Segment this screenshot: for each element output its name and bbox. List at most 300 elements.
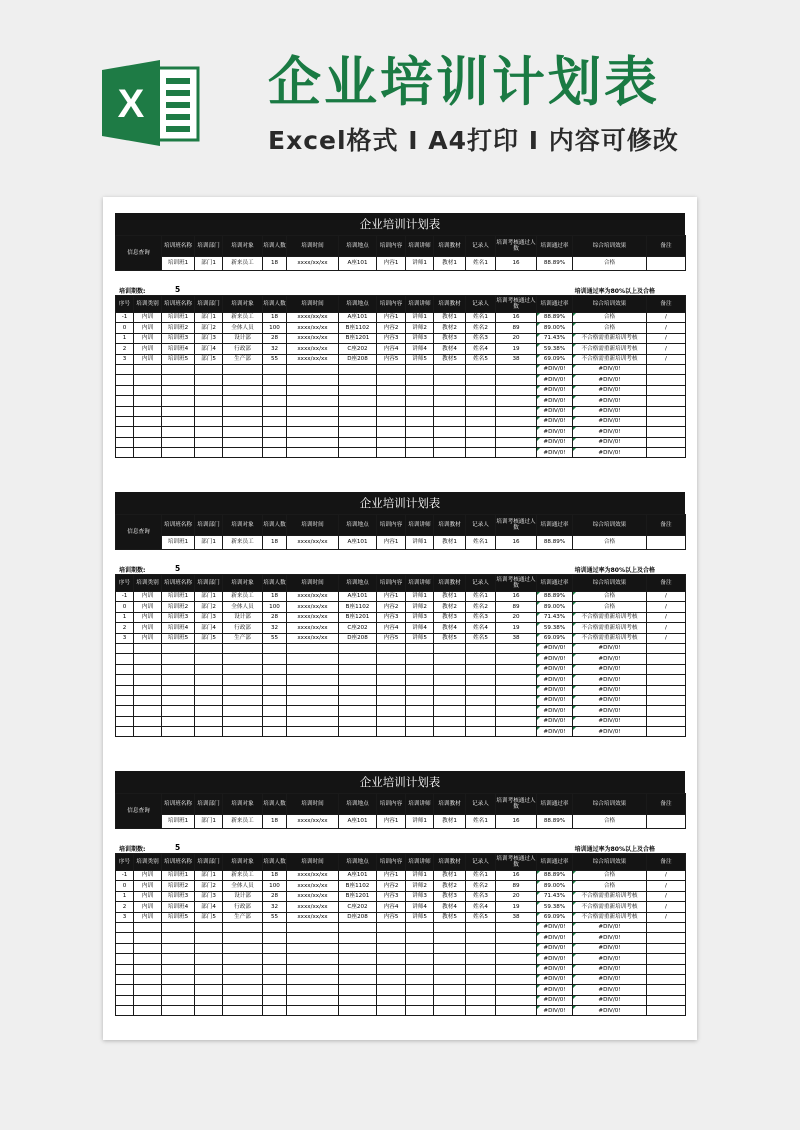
table-cell[interactable]: / bbox=[647, 354, 686, 364]
table-cell[interactable] bbox=[406, 416, 434, 426]
info-value-cell[interactable]: xxxx/xx/xx bbox=[287, 257, 339, 271]
info-value-cell[interactable]: 合格 bbox=[573, 815, 647, 829]
table-cell[interactable] bbox=[466, 685, 496, 695]
table-cell[interactable]: 88.89% bbox=[537, 313, 573, 323]
table-cell[interactable]: 姓名3 bbox=[466, 891, 496, 901]
table-cell[interactable]: 部门2 bbox=[195, 881, 223, 891]
table-cell[interactable] bbox=[466, 985, 496, 995]
table-cell[interactable] bbox=[162, 954, 195, 964]
table-cell[interactable] bbox=[339, 922, 377, 932]
table-cell[interactable] bbox=[223, 985, 263, 995]
table-cell[interactable]: / bbox=[647, 333, 686, 343]
table-cell[interactable]: 讲师1 bbox=[406, 592, 434, 602]
table-cell[interactable] bbox=[116, 954, 134, 964]
info-value-cell[interactable]: A座101 bbox=[339, 257, 377, 271]
table-cell[interactable] bbox=[162, 685, 195, 695]
table-cell[interactable]: #DIV/0! bbox=[537, 664, 573, 674]
table-cell[interactable]: 姓名3 bbox=[466, 333, 496, 343]
table-cell[interactable] bbox=[434, 954, 466, 964]
table-cell[interactable] bbox=[162, 643, 195, 653]
table-cell[interactable]: 讲师2 bbox=[406, 881, 434, 891]
table-cell[interactable] bbox=[434, 654, 466, 664]
table-cell[interactable] bbox=[195, 396, 223, 406]
table-cell[interactable]: 教材4 bbox=[434, 902, 466, 912]
table-cell[interactable] bbox=[223, 385, 263, 395]
table-cell[interactable]: 合格 bbox=[573, 881, 647, 891]
table-cell[interactable] bbox=[434, 427, 466, 437]
table-cell[interactable] bbox=[339, 406, 377, 416]
table-cell[interactable]: 姓名1 bbox=[466, 871, 496, 881]
table-cell[interactable] bbox=[377, 943, 406, 953]
table-cell[interactable]: 不合格需重新培训考核 bbox=[573, 623, 647, 633]
table-cell[interactable]: C座202 bbox=[339, 902, 377, 912]
table-cell[interactable] bbox=[406, 385, 434, 395]
table-cell[interactable]: 姓名1 bbox=[466, 313, 496, 323]
table-cell[interactable] bbox=[162, 448, 195, 458]
table-cell[interactable] bbox=[466, 675, 496, 685]
table-cell[interactable]: D座208 bbox=[339, 354, 377, 364]
table-cell[interactable] bbox=[496, 643, 537, 653]
table-cell[interactable]: #DIV/0! bbox=[573, 943, 647, 953]
table-cell[interactable] bbox=[116, 396, 134, 406]
table-cell[interactable] bbox=[647, 695, 686, 705]
table-cell[interactable] bbox=[195, 643, 223, 653]
table-cell[interactable] bbox=[263, 706, 287, 716]
table-cell[interactable] bbox=[263, 1006, 287, 1016]
table-cell[interactable] bbox=[406, 427, 434, 437]
table-cell[interactable]: 培训班2 bbox=[162, 881, 195, 891]
table-cell[interactable] bbox=[195, 654, 223, 664]
table-cell[interactable] bbox=[195, 716, 223, 726]
table-cell[interactable] bbox=[134, 964, 162, 974]
table-cell[interactable] bbox=[496, 448, 537, 458]
table-cell[interactable] bbox=[223, 685, 263, 695]
table-cell[interactable]: / bbox=[647, 592, 686, 602]
table-cell[interactable]: -1 bbox=[116, 871, 134, 881]
info-value-cell[interactable]: 内容1 bbox=[377, 536, 406, 550]
table-cell[interactable]: / bbox=[647, 912, 686, 922]
table-cell[interactable] bbox=[377, 716, 406, 726]
table-cell[interactable] bbox=[223, 943, 263, 953]
table-cell[interactable]: 设计部 bbox=[223, 891, 263, 901]
table-cell[interactable] bbox=[406, 954, 434, 964]
table-cell[interactable] bbox=[162, 654, 195, 664]
table-cell[interactable]: 讲师5 bbox=[406, 354, 434, 364]
table-cell[interactable]: 姓名5 bbox=[466, 912, 496, 922]
table-cell[interactable]: xxxx/xx/xx bbox=[287, 623, 339, 633]
table-cell[interactable] bbox=[263, 995, 287, 1005]
table-cell[interactable]: #DIV/0! bbox=[573, 933, 647, 943]
table-cell[interactable] bbox=[406, 437, 434, 447]
table-cell[interactable]: #DIV/0! bbox=[573, 974, 647, 984]
table-cell[interactable] bbox=[406, 964, 434, 974]
table-cell[interactable] bbox=[466, 364, 496, 374]
table-cell[interactable]: 内训 bbox=[134, 623, 162, 633]
table-cell[interactable]: D座208 bbox=[339, 912, 377, 922]
table-cell[interactable]: / bbox=[647, 891, 686, 901]
table-cell[interactable]: 姓名5 bbox=[466, 633, 496, 643]
table-cell[interactable]: / bbox=[647, 344, 686, 354]
table-cell[interactable] bbox=[647, 954, 686, 964]
table-cell[interactable]: 培训班5 bbox=[162, 354, 195, 364]
table-cell[interactable]: 教材2 bbox=[434, 881, 466, 891]
table-cell[interactable] bbox=[287, 643, 339, 653]
table-cell[interactable] bbox=[647, 643, 686, 653]
table-cell[interactable]: #DIV/0! bbox=[573, 427, 647, 437]
table-cell[interactable] bbox=[466, 964, 496, 974]
table-cell[interactable]: 全体人员 bbox=[223, 323, 263, 333]
table-cell[interactable] bbox=[377, 437, 406, 447]
table-cell[interactable]: C座202 bbox=[339, 623, 377, 633]
table-cell[interactable] bbox=[134, 664, 162, 674]
table-cell[interactable] bbox=[496, 727, 537, 737]
table-cell[interactable] bbox=[496, 716, 537, 726]
table-cell[interactable] bbox=[434, 933, 466, 943]
table-cell[interactable]: 16 bbox=[496, 313, 537, 323]
table-cell[interactable]: 内容3 bbox=[377, 612, 406, 622]
table-cell[interactable] bbox=[377, 643, 406, 653]
table-cell[interactable]: #DIV/0! bbox=[537, 416, 573, 426]
table-cell[interactable] bbox=[496, 437, 537, 447]
table-cell[interactable] bbox=[223, 716, 263, 726]
table-cell[interactable] bbox=[287, 922, 339, 932]
table-cell[interactable] bbox=[223, 974, 263, 984]
info-value-cell[interactable]: 教材1 bbox=[434, 536, 466, 550]
table-cell[interactable] bbox=[223, 922, 263, 932]
table-cell[interactable] bbox=[434, 706, 466, 716]
table-cell[interactable] bbox=[195, 448, 223, 458]
info-value-cell[interactable]: 讲师1 bbox=[406, 257, 434, 271]
table-cell[interactable] bbox=[647, 706, 686, 716]
table-cell[interactable] bbox=[223, 654, 263, 664]
table-cell[interactable] bbox=[134, 995, 162, 1005]
table-cell[interactable]: xxxx/xx/xx bbox=[287, 323, 339, 333]
table-cell[interactable]: 内容3 bbox=[377, 333, 406, 343]
table-cell[interactable] bbox=[116, 416, 134, 426]
table-cell[interactable]: 姓名1 bbox=[466, 592, 496, 602]
table-cell[interactable] bbox=[466, 995, 496, 1005]
table-cell[interactable]: 合格 bbox=[573, 323, 647, 333]
table-cell[interactable] bbox=[339, 1006, 377, 1016]
table-cell[interactable] bbox=[223, 954, 263, 964]
table-cell[interactable]: 2 bbox=[116, 623, 134, 633]
table-cell[interactable]: -1 bbox=[116, 592, 134, 602]
table-cell[interactable] bbox=[466, 954, 496, 964]
table-cell[interactable]: #DIV/0! bbox=[537, 448, 573, 458]
table-cell[interactable] bbox=[162, 985, 195, 995]
table-cell[interactable]: 教材3 bbox=[434, 333, 466, 343]
table-cell[interactable]: 内训 bbox=[134, 333, 162, 343]
table-cell[interactable]: #DIV/0! bbox=[537, 675, 573, 685]
table-cell[interactable] bbox=[223, 675, 263, 685]
table-cell[interactable]: 0 bbox=[116, 323, 134, 333]
table-cell[interactable] bbox=[496, 933, 537, 943]
table-cell[interactable] bbox=[287, 716, 339, 726]
info-value-cell[interactable]: 部门1 bbox=[195, 815, 223, 829]
table-cell[interactable]: xxxx/xx/xx bbox=[287, 871, 339, 881]
table-cell[interactable]: 培训班1 bbox=[162, 313, 195, 323]
table-cell[interactable] bbox=[195, 695, 223, 705]
table-cell[interactable]: 28 bbox=[263, 612, 287, 622]
table-cell[interactable]: 内容5 bbox=[377, 633, 406, 643]
table-cell[interactable] bbox=[287, 427, 339, 437]
table-cell[interactable]: 姓名4 bbox=[466, 623, 496, 633]
table-cell[interactable] bbox=[434, 437, 466, 447]
table-cell[interactable]: 姓名3 bbox=[466, 612, 496, 622]
table-cell[interactable] bbox=[287, 933, 339, 943]
table-cell[interactable] bbox=[496, 964, 537, 974]
info-value-cell[interactable]: 新来员工 bbox=[223, 536, 263, 550]
table-cell[interactable]: 行政部 bbox=[223, 902, 263, 912]
table-cell[interactable] bbox=[116, 1006, 134, 1016]
table-cell[interactable] bbox=[339, 664, 377, 674]
table-cell[interactable]: 内容5 bbox=[377, 354, 406, 364]
table-cell[interactable] bbox=[134, 943, 162, 953]
table-cell[interactable]: 3 bbox=[116, 912, 134, 922]
table-cell[interactable]: 培训班1 bbox=[162, 592, 195, 602]
table-cell[interactable]: 100 bbox=[263, 323, 287, 333]
table-cell[interactable] bbox=[134, 706, 162, 716]
table-cell[interactable]: #DIV/0! bbox=[573, 385, 647, 395]
table-cell[interactable] bbox=[287, 375, 339, 385]
table-cell[interactable]: 内容2 bbox=[377, 602, 406, 612]
table-cell[interactable]: 55 bbox=[263, 633, 287, 643]
table-cell[interactable] bbox=[263, 727, 287, 737]
table-cell[interactable] bbox=[377, 695, 406, 705]
table-cell[interactable] bbox=[134, 427, 162, 437]
table-cell[interactable] bbox=[263, 922, 287, 932]
table-cell[interactable] bbox=[406, 406, 434, 416]
table-cell[interactable]: 内训 bbox=[134, 871, 162, 881]
table-cell[interactable] bbox=[263, 385, 287, 395]
info-value-cell[interactable]: 姓名1 bbox=[466, 815, 496, 829]
table-cell[interactable]: / bbox=[647, 623, 686, 633]
table-cell[interactable] bbox=[134, 695, 162, 705]
table-cell[interactable] bbox=[223, 706, 263, 716]
table-cell[interactable] bbox=[162, 695, 195, 705]
table-cell[interactable] bbox=[647, 985, 686, 995]
table-cell[interactable]: 姓名4 bbox=[466, 344, 496, 354]
table-cell[interactable] bbox=[339, 396, 377, 406]
table-cell[interactable] bbox=[496, 954, 537, 964]
table-cell[interactable] bbox=[377, 964, 406, 974]
table-cell[interactable]: 不合格需重新培训考核 bbox=[573, 612, 647, 622]
table-cell[interactable] bbox=[287, 664, 339, 674]
info-value-cell[interactable]: A座101 bbox=[339, 536, 377, 550]
table-cell[interactable]: D座208 bbox=[339, 633, 377, 643]
table-cell[interactable]: B座1201 bbox=[339, 333, 377, 343]
table-cell[interactable]: 69.09% bbox=[537, 912, 573, 922]
table-cell[interactable]: 内训 bbox=[134, 912, 162, 922]
table-cell[interactable]: 89 bbox=[496, 602, 537, 612]
table-cell[interactable] bbox=[134, 364, 162, 374]
table-cell[interactable] bbox=[496, 427, 537, 437]
table-cell[interactable]: 内训 bbox=[134, 881, 162, 891]
table-cell[interactable]: 培训班3 bbox=[162, 891, 195, 901]
table-cell[interactable] bbox=[287, 695, 339, 705]
table-cell[interactable] bbox=[377, 654, 406, 664]
table-cell[interactable] bbox=[434, 716, 466, 726]
info-value-cell[interactable]: 16 bbox=[496, 536, 537, 550]
table-cell[interactable] bbox=[263, 685, 287, 695]
table-cell[interactable]: 新来员工 bbox=[223, 313, 263, 323]
table-cell[interactable]: 100 bbox=[263, 881, 287, 891]
table-cell[interactable]: / bbox=[647, 633, 686, 643]
table-cell[interactable]: #DIV/0! bbox=[537, 727, 573, 737]
table-cell[interactable] bbox=[339, 448, 377, 458]
table-cell[interactable] bbox=[134, 448, 162, 458]
table-cell[interactable] bbox=[406, 716, 434, 726]
table-cell[interactable] bbox=[647, 664, 686, 674]
table-cell[interactable] bbox=[263, 954, 287, 964]
table-cell[interactable]: 内训 bbox=[134, 592, 162, 602]
table-cell[interactable]: 设计部 bbox=[223, 612, 263, 622]
table-cell[interactable] bbox=[339, 706, 377, 716]
table-cell[interactable]: 不合格需重新培训考核 bbox=[573, 891, 647, 901]
info-value-cell[interactable]: 培训班1 bbox=[162, 815, 195, 829]
table-cell[interactable] bbox=[647, 375, 686, 385]
table-cell[interactable] bbox=[466, 654, 496, 664]
info-value-cell[interactable]: xxxx/xx/xx bbox=[287, 536, 339, 550]
table-cell[interactable]: 内容4 bbox=[377, 902, 406, 912]
table-cell[interactable]: 培训班4 bbox=[162, 344, 195, 354]
table-cell[interactable]: 71.43% bbox=[537, 612, 573, 622]
table-cell[interactable] bbox=[195, 416, 223, 426]
table-cell[interactable] bbox=[287, 706, 339, 716]
table-cell[interactable] bbox=[377, 396, 406, 406]
table-cell[interactable] bbox=[434, 416, 466, 426]
table-cell[interactable]: 教材2 bbox=[434, 602, 466, 612]
table-cell[interactable] bbox=[339, 675, 377, 685]
table-cell[interactable]: 讲师3 bbox=[406, 612, 434, 622]
table-cell[interactable] bbox=[496, 654, 537, 664]
table-cell[interactable] bbox=[195, 943, 223, 953]
table-cell[interactable]: 部门5 bbox=[195, 354, 223, 364]
table-cell[interactable] bbox=[647, 933, 686, 943]
info-value-cell[interactable]: 合格 bbox=[573, 536, 647, 550]
table-cell[interactable] bbox=[195, 964, 223, 974]
table-cell[interactable]: 28 bbox=[263, 891, 287, 901]
table-cell[interactable] bbox=[647, 654, 686, 664]
table-cell[interactable] bbox=[263, 406, 287, 416]
table-cell[interactable]: #DIV/0! bbox=[537, 396, 573, 406]
table-cell[interactable] bbox=[134, 685, 162, 695]
table-cell[interactable] bbox=[496, 943, 537, 953]
table-cell[interactable] bbox=[377, 685, 406, 695]
info-value-cell[interactable]: 姓名1 bbox=[466, 257, 496, 271]
table-cell[interactable]: 部门2 bbox=[195, 602, 223, 612]
table-cell[interactable]: 38 bbox=[496, 354, 537, 364]
table-cell[interactable] bbox=[496, 985, 537, 995]
table-cell[interactable] bbox=[339, 385, 377, 395]
table-cell[interactable] bbox=[287, 985, 339, 995]
table-cell[interactable]: 55 bbox=[263, 354, 287, 364]
table-cell[interactable]: #DIV/0! bbox=[537, 385, 573, 395]
table-cell[interactable] bbox=[339, 954, 377, 964]
table-cell[interactable] bbox=[116, 933, 134, 943]
table-cell[interactable]: 69.09% bbox=[537, 633, 573, 643]
table-cell[interactable] bbox=[263, 416, 287, 426]
table-cell[interactable] bbox=[287, 727, 339, 737]
table-cell[interactable]: 内容4 bbox=[377, 623, 406, 633]
table-cell[interactable]: 内容5 bbox=[377, 912, 406, 922]
table-cell[interactable] bbox=[162, 396, 195, 406]
table-cell[interactable] bbox=[466, 727, 496, 737]
table-cell[interactable] bbox=[406, 727, 434, 737]
table-cell[interactable]: 讲师3 bbox=[406, 333, 434, 343]
table-cell[interactable]: #DIV/0! bbox=[573, 695, 647, 705]
table-cell[interactable]: / bbox=[647, 323, 686, 333]
table-cell[interactable] bbox=[339, 437, 377, 447]
table-cell[interactable]: 内训 bbox=[134, 633, 162, 643]
info-value-cell[interactable]: 新来员工 bbox=[223, 815, 263, 829]
table-cell[interactable] bbox=[339, 364, 377, 374]
table-cell[interactable]: 行政部 bbox=[223, 344, 263, 354]
table-cell[interactable] bbox=[377, 427, 406, 437]
table-cell[interactable] bbox=[466, 716, 496, 726]
info-value-cell[interactable]: A座101 bbox=[339, 815, 377, 829]
table-cell[interactable]: / bbox=[647, 881, 686, 891]
table-cell[interactable]: 讲师4 bbox=[406, 344, 434, 354]
table-cell[interactable]: #DIV/0! bbox=[537, 654, 573, 664]
table-cell[interactable] bbox=[434, 675, 466, 685]
table-cell[interactable] bbox=[162, 706, 195, 716]
table-cell[interactable] bbox=[496, 1006, 537, 1016]
table-cell[interactable]: 89.00% bbox=[537, 602, 573, 612]
table-cell[interactable] bbox=[223, 964, 263, 974]
table-cell[interactable]: 生产部 bbox=[223, 354, 263, 364]
table-cell[interactable] bbox=[647, 727, 686, 737]
table-cell[interactable] bbox=[434, 985, 466, 995]
table-cell[interactable] bbox=[287, 954, 339, 964]
table-cell[interactable] bbox=[134, 654, 162, 664]
table-cell[interactable] bbox=[223, 1006, 263, 1016]
table-cell[interactable]: 0 bbox=[116, 602, 134, 612]
table-cell[interactable] bbox=[195, 406, 223, 416]
table-cell[interactable]: 部门5 bbox=[195, 633, 223, 643]
table-cell[interactable]: 教材5 bbox=[434, 633, 466, 643]
table-cell[interactable] bbox=[116, 706, 134, 716]
table-cell[interactable] bbox=[377, 922, 406, 932]
table-cell[interactable] bbox=[263, 964, 287, 974]
table-cell[interactable] bbox=[134, 727, 162, 737]
table-cell[interactable] bbox=[287, 974, 339, 984]
table-cell[interactable] bbox=[647, 716, 686, 726]
table-cell[interactable] bbox=[377, 375, 406, 385]
table-cell[interactable]: 教材4 bbox=[434, 623, 466, 633]
table-cell[interactable] bbox=[466, 974, 496, 984]
table-cell[interactable]: 新来员工 bbox=[223, 592, 263, 602]
table-cell[interactable] bbox=[496, 695, 537, 705]
table-cell[interactable] bbox=[339, 943, 377, 953]
table-cell[interactable]: 部门3 bbox=[195, 891, 223, 901]
table-cell[interactable] bbox=[223, 406, 263, 416]
table-cell[interactable] bbox=[466, 943, 496, 953]
table-cell[interactable]: xxxx/xx/xx bbox=[287, 633, 339, 643]
table-cell[interactable] bbox=[466, 416, 496, 426]
table-cell[interactable]: 38 bbox=[496, 633, 537, 643]
table-cell[interactable]: 20 bbox=[496, 333, 537, 343]
table-cell[interactable]: 部门1 bbox=[195, 592, 223, 602]
table-cell[interactable] bbox=[434, 974, 466, 984]
table-cell[interactable]: 内容1 bbox=[377, 313, 406, 323]
table-cell[interactable] bbox=[116, 964, 134, 974]
table-cell[interactable]: xxxx/xx/xx bbox=[287, 881, 339, 891]
table-cell[interactable]: 教材4 bbox=[434, 344, 466, 354]
table-cell[interactable] bbox=[195, 427, 223, 437]
table-cell[interactable] bbox=[647, 448, 686, 458]
table-cell[interactable]: C座202 bbox=[339, 344, 377, 354]
